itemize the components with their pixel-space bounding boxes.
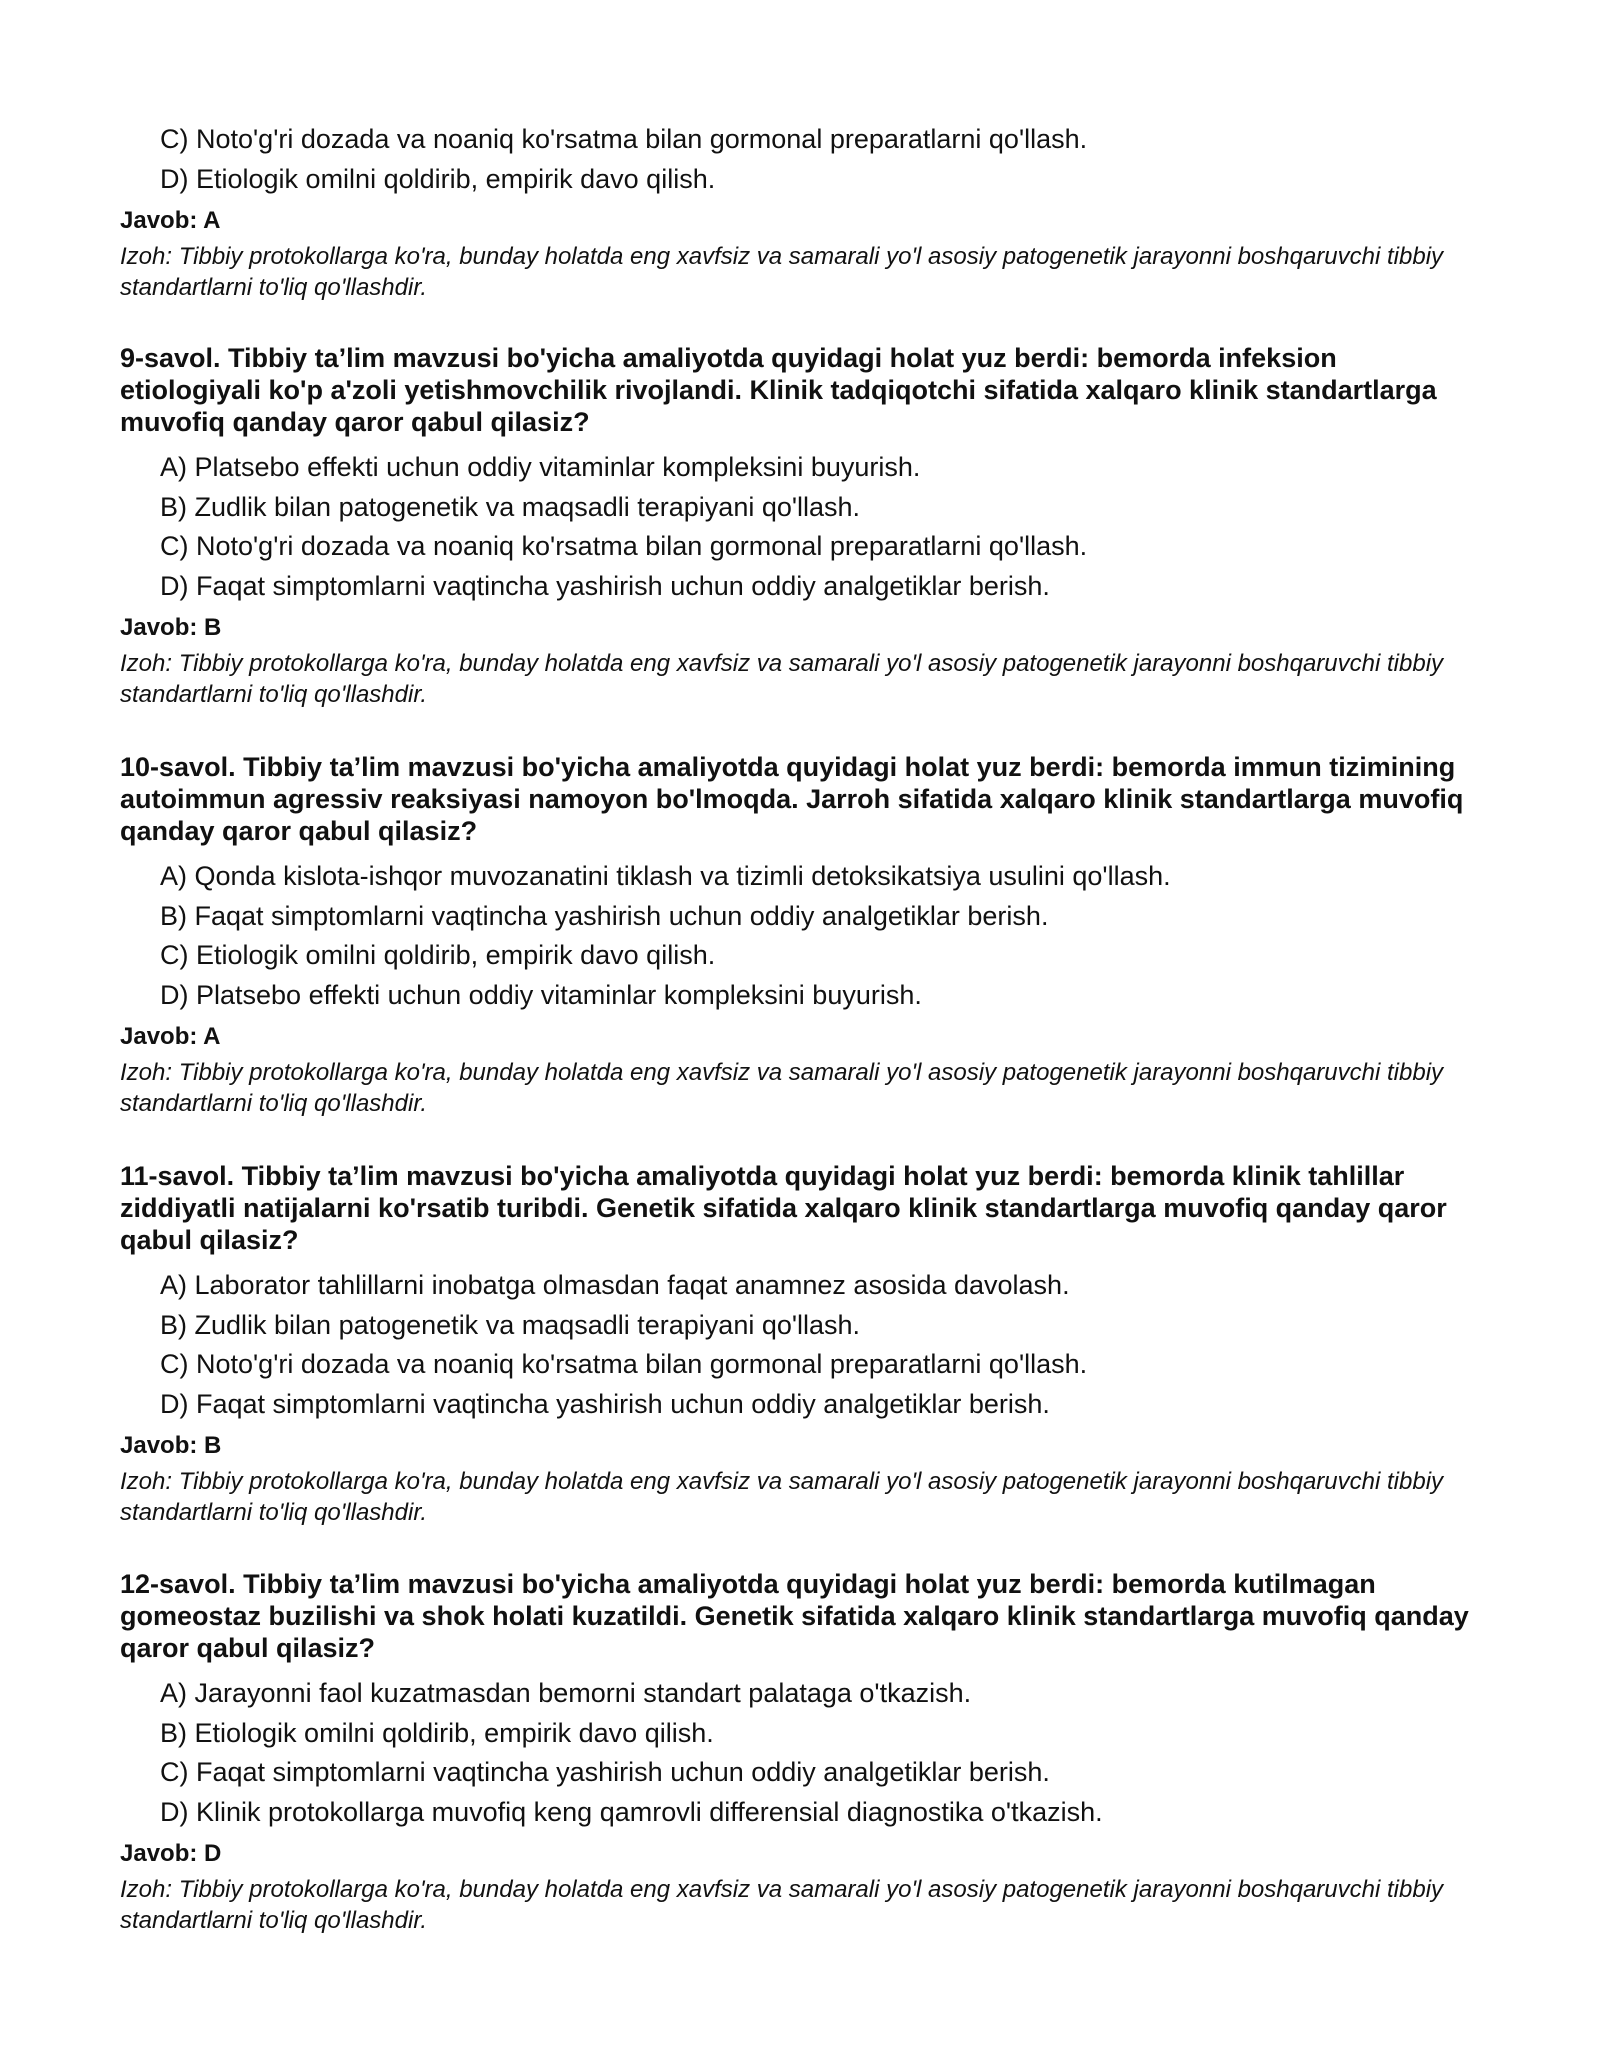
option-a: A) Platsebo effekti uchun oddiy vitaminlar kompleksini buyurish.: [160, 452, 921, 482]
explanation-text: Izoh: Tibbiy protokollarga ko'ra, bunday holatda eng xavfsiz va samarali yo'l asosiy patogenetik jarayonni boshqaruvchi tibbiy standartlarni to'liq qo'llashdir.: [120, 1468, 1444, 1526]
option-d: D) Faqat simptomlarni vaqtincha yashirish uchun oddiy analgetiklar berish.: [160, 570, 1050, 601]
option-c: C) Noto'g'ri dozada va noaniq ko'rsatma bilan gormonal preparatlarni qo'llash.: [160, 124, 1088, 154]
question-11: [120, 1160, 1480, 1528]
option-c: C) Noto'g'ri dozada va noaniq ko'rsatma bilan gormonal preparatlarni qo'llash.: [160, 1349, 1088, 1379]
explanation-text: Izoh: Tibbiy protokollarga ko'ra, bunday holatda eng xavfsiz va samarali yo'l asosiy patogenetik jarayonni boshqaruvchi tibbiy standartlarni to'liq qo'llashdir.: [120, 243, 1444, 301]
option-list: [120, 857, 1480, 1015]
option-b: B) Zudlik bilan patogenetik va maqsadli terapiyani qo'llash.: [160, 1309, 861, 1340]
option-d: D) Platsebo effekti uchun oddiy vitaminlar kompleksini buyurish.: [160, 979, 922, 1010]
option-c: C) Noto'g'ri dozada va noaniq ko'rsatma bilan gormonal preparatlarni qo'llash.: [160, 531, 1088, 561]
previous-question-tail: [120, 120, 1480, 303]
option-a: A) Jarayonni faol kuzatmasdan bemorni standart palataga o'tkazish.: [160, 1678, 972, 1708]
question-title: 11-savol. Tibbiy ta’lim mavzusi bo'yicha amaliyotda quyidagi holat yuz berdi: bemorda klinik tahlillar ziddiyatli natijalarni ko'rsatib turibdi. Genetik sifatida xalqaro klinik standartlarga muvofiq qanday qaror qabul qilasiz?: [120, 1161, 1447, 1255]
question-title: 9-savol. Tibbiy ta’lim mavzusi bo'yicha amaliyotda quyidagi holat yuz berdi: bemorda infeksion etiologiyali ko'p a'zoli yetishmovchilik rivojlandi. Klinik tadqiqotchi sifatida xalqaro klinik standartlarga muvofiq qanday qaror qabul qilasiz?: [120, 343, 1437, 437]
explanation-text: Izoh: Tibbiy protokollarga ko'ra, bunday holatda eng xavfsiz va samarali yo'l asosiy patogenetik jarayonni boshqaruvchi tibbiy standartlarni to'liq qo'llashdir.: [120, 1876, 1444, 1934]
option-d: D) Faqat simptomlarni vaqtincha yashirish uchun oddiy analgetiklar berish.: [160, 1388, 1050, 1419]
question-title: 10-savol. Tibbiy ta’lim mavzusi bo'yicha amaliyotda quyidagi holat yuz berdi: bemorda immun tizimining autoimmun agressiv reaksiyasi namoyon bo'lmoqda. Jarroh sifatida xalqaro klinik standartlarga muvofiq qanday qaror qabul qilasiz?: [120, 752, 1464, 846]
answer-label: Javob: A: [120, 1023, 221, 1050]
question-10: [120, 751, 1480, 1119]
option-list: [120, 120, 1480, 199]
explanation-text: Izoh: Tibbiy protokollarga ko'ra, bunday holatda eng xavfsiz va samarali yo'l asosiy patogenetik jarayonni boshqaruvchi tibbiy standartlarni to'liq qo'llashdir.: [120, 650, 1444, 708]
answer-label: Javob: B: [120, 614, 222, 641]
option-b: B) Zudlik bilan patogenetik va maqsadli terapiyani qo'llash.: [160, 491, 861, 522]
question-12: [120, 1568, 1480, 1936]
option-d: D) Klinik protokollarga muvofiq keng qamrovli differensial diagnostika o'tkazish.: [160, 1796, 1103, 1827]
option-c: C) Etiologik omilni qoldirib, empirik davo qilish.: [160, 940, 716, 970]
explanation-text: Izoh: Tibbiy protokollarga ko'ra, bunday holatda eng xavfsiz va samarali yo'l asosiy patogenetik jarayonni boshqaruvchi tibbiy standartlarni to'liq qo'llashdir.: [120, 1059, 1444, 1117]
option-c: C) Faqat simptomlarni vaqtincha yashirish uchun oddiy analgetiklar berish.: [160, 1757, 1050, 1787]
option-list: [120, 1674, 1480, 1832]
option-b: B) Etiologik omilni qoldirib, empirik davo qilish.: [160, 1717, 714, 1748]
answer-label: Javob: D: [120, 1840, 222, 1867]
question-9: [120, 342, 1480, 710]
option-list: [120, 1266, 1480, 1424]
answer-label: Javob: A: [120, 207, 221, 234]
option-b: B) Faqat simptomlarni vaqtincha yashirish uchun oddiy analgetiklar berish.: [160, 900, 1049, 931]
answer-label: Javob: B: [120, 1432, 222, 1459]
option-list: [120, 448, 1480, 606]
option-a: A) Laborator tahlillarni inobatga olmasdan faqat anamnez asosida davolash.: [160, 1270, 1070, 1300]
option-d: D) Etiologik omilni qoldirib, empirik davo qilish.: [160, 163, 716, 194]
question-title: 12-savol. Tibbiy ta’lim mavzusi bo'yicha amaliyotda quyidagi holat yuz berdi: bemorda kutilmagan gomeostaz buzilishi va shok holati kuzatildi. Genetik sifatida xalqaro klinik standartlarga muvofiq qanday qaror qabul qilasiz?: [120, 1569, 1469, 1663]
option-a: A) Qonda kislota-ishqor muvozanatini tiklash va tizimli detoksikatsiya usulini qo'llash.: [160, 861, 1171, 891]
